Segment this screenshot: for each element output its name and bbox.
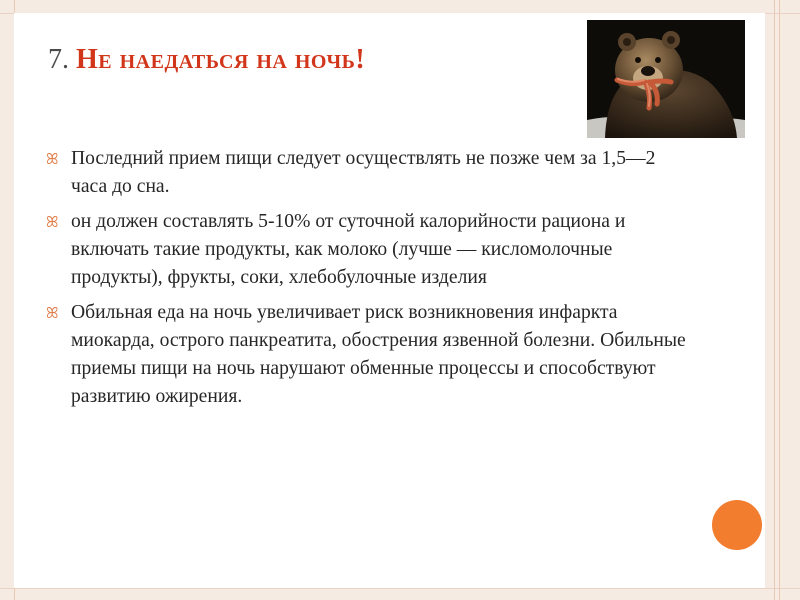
flower-bullet-icon: ꕤ bbox=[46, 304, 59, 322]
bullet-item bbox=[46, 145, 686, 201]
decorative-orange-circle bbox=[712, 500, 762, 550]
flower-bullet-icon: ꕤ bbox=[46, 150, 59, 168]
slide-title bbox=[48, 44, 365, 76]
title-text: Не наедаться на ночь! bbox=[76, 44, 366, 75]
title-number: 7. bbox=[48, 44, 69, 75]
bullet-text: Последний прием пищи следует осуществлять не позже чем за 1,5—2 часа до сна. bbox=[71, 148, 656, 197]
bullet-text: Обильная еда на ночь увеличивает риск возникновения инфаркта миокарда, острого панкреатита, обострения язвенной болезни. Обильные приемы пищи на ночь нарушают обменные процессы и способствуют развитию ожирения. bbox=[71, 302, 686, 407]
bullet-item bbox=[46, 299, 686, 411]
bullet-text: он должен составлять 5-10% от суточной калорийности рациона и включать такие продукты, как молоко (лучше — кисломолочные продукты), фрукты, соки, хлебобулочные изделия bbox=[71, 211, 626, 288]
frame-line-right-outer bbox=[774, 0, 775, 600]
frame-line-right-inner bbox=[779, 0, 780, 600]
bullet-item bbox=[46, 208, 686, 292]
flower-bullet-icon: ꕤ bbox=[46, 213, 59, 231]
frame-line-bottom bbox=[0, 588, 800, 589]
bullet-list bbox=[46, 145, 686, 418]
bear-with-sausages-image bbox=[587, 20, 745, 138]
